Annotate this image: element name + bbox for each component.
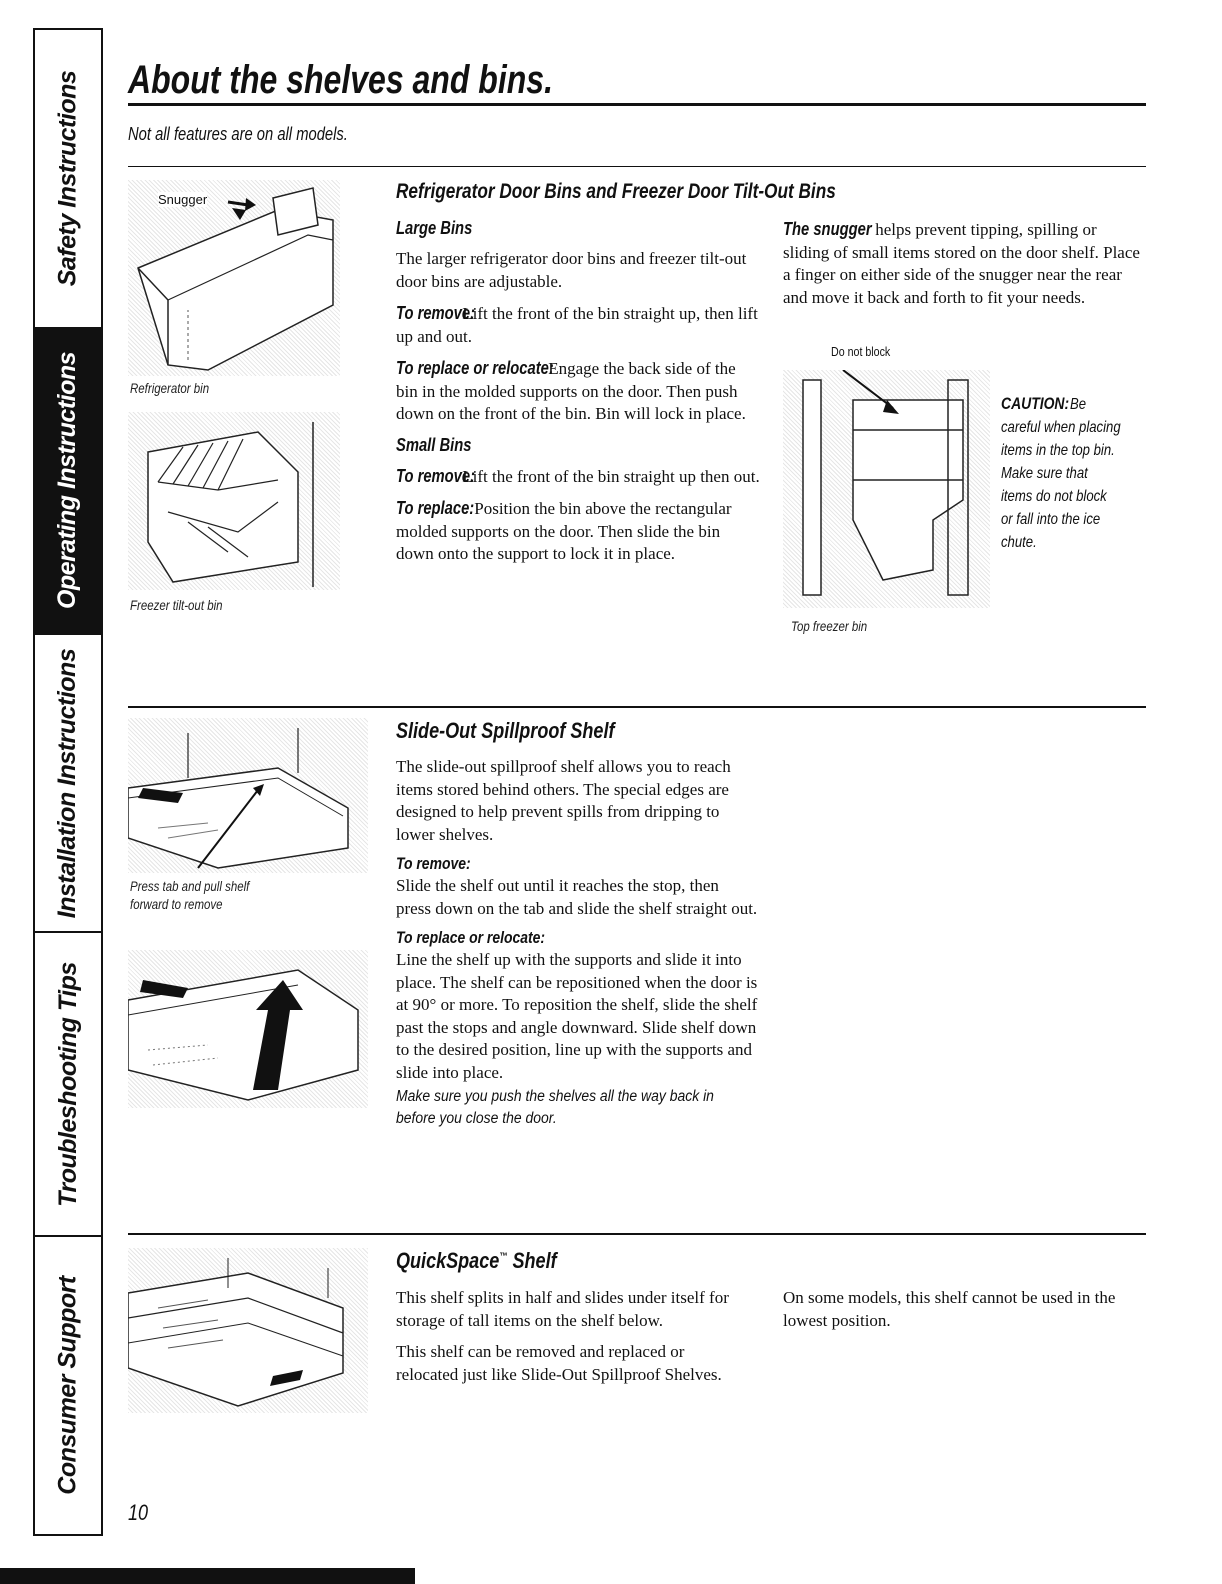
refrigerator-bin-illustration xyxy=(128,180,340,376)
freezer-tilt-out-bin-illustration xyxy=(128,412,340,590)
paragraph: Slide the shelf out until it reaches the stop, then press down on the tab and slide the shelf straight out. xyxy=(396,876,758,918)
caution-note: CAUTION:Be careful when placing items in the top bin. Make sure that items do not block or fall into the ice chute. xyxy=(1001,394,1121,551)
paragraph: To remove: Lift the front of the bin straight up, then lift up and out. xyxy=(396,303,758,346)
do-not-block-label: Do not block xyxy=(831,344,891,359)
paragraph: Line the shelf up with the supports and slide it into place. The shelf can be repositioned when the door is at 90° or more. To reposition the shelf, slide the shelf past the stops and angle downward. Slide shelf down to the desired position, line up with the supports and slide into place. xyxy=(396,950,758,1082)
shelf-remove-drawing xyxy=(128,718,368,873)
subheading: Large Bins xyxy=(396,218,473,238)
spillproof-shelf-replace-illustration xyxy=(128,950,368,1108)
title-rule xyxy=(128,103,1146,106)
tab-label: Operating Instructions xyxy=(53,351,82,609)
tab-label: Installation Instructions xyxy=(53,648,82,918)
subheading: To remove: xyxy=(396,854,471,873)
freezer-bin-chute-drawing xyxy=(783,370,990,608)
tab-operating-instructions[interactable] xyxy=(35,327,101,633)
subheading: Small Bins xyxy=(396,434,472,455)
figure-caption: Press tab and pull shelf forward to remove xyxy=(130,878,250,912)
paragraph: To replace: Position the bin above the rectangular molded supports on the door. Then slide the bin down onto the support to lock it in place. xyxy=(396,498,732,563)
freezer-bin-drawing xyxy=(128,412,340,590)
tab-label: Consumer Support xyxy=(53,1276,82,1495)
quickspace-text-column xyxy=(396,1287,746,1386)
paragraph: To remove: Lift the front of the bin straight up then out. xyxy=(396,465,760,486)
figure-caption: Refrigerator bin xyxy=(130,380,210,396)
tab-safety-instructions[interactable] xyxy=(35,30,101,327)
tab-troubleshooting-tips[interactable] xyxy=(35,933,101,1235)
section-heading: Refrigerator Door Bins and Freezer Door Tilt-Out Bins xyxy=(396,180,836,203)
tab-installation-instructions[interactable] xyxy=(35,635,101,931)
section-rule xyxy=(128,166,1146,167)
spillproof-shelf-remove-illustration xyxy=(128,718,368,873)
refrigerator-bin-drawing xyxy=(128,180,340,376)
quickspace-drawing xyxy=(128,1248,368,1413)
quickspace-shelf-illustration xyxy=(128,1248,368,1413)
section-rule xyxy=(128,1233,1146,1235)
top-freezer-bin-illustration xyxy=(783,370,990,608)
section-heading: QuickSpace™ Shelf xyxy=(396,1248,557,1273)
large-bins-column xyxy=(396,218,761,566)
tab-label: Safety Instructions xyxy=(53,70,82,287)
tab-consumer-support[interactable] xyxy=(35,1237,101,1534)
spillproof-text-column xyxy=(396,756,758,1130)
page-title: About the shelves and bins. xyxy=(128,58,553,102)
figure-caption: Freezer tilt-out bin xyxy=(130,597,223,613)
page-subtitle: Not all features are on all models. xyxy=(128,124,348,144)
note: Make sure you push the shelves all the way back in before you close the door. xyxy=(396,1088,714,1127)
sidebar-nav xyxy=(33,28,103,1536)
paragraph: The slide-out spillproof shelf allows you to reach items stored behind others. The special edges are designed to help prevent spills from dripping to lower shelves. xyxy=(396,757,731,844)
tab-label: Troubleshooting Tips xyxy=(53,961,82,1207)
subheading: To replace or relocate: xyxy=(396,928,546,947)
bottom-bar xyxy=(0,1568,415,1584)
paragraph: On some models, this shelf cannot be used in the lowest position. xyxy=(783,1288,1116,1330)
paragraph: The snugger helps prevent tipping, spilling or sliding of small items stored on the door shelf. Place a finger on either side of the snugger near the rear and move it back and forth to fit your needs. xyxy=(783,219,1140,307)
shelf-replace-drawing xyxy=(128,950,368,1108)
snugger-label: Snugger xyxy=(158,192,208,207)
section-rule xyxy=(128,706,1146,708)
paragraph: This shelf splits in half and slides under itself for storage of tall items on the shelf below. xyxy=(396,1288,729,1330)
quickspace-note-column xyxy=(783,1287,1145,1332)
paragraph: This shelf can be removed and replaced or relocated just like Slide-Out Spillproof Shelves. xyxy=(396,1342,722,1384)
figure-caption: Top freezer bin xyxy=(791,618,868,634)
page-number: 10 xyxy=(128,1500,149,1525)
snugger-column xyxy=(783,218,1145,309)
paragraph: The larger refrigerator door bins and freezer tilt-out door bins are adjustable. xyxy=(396,249,747,291)
paragraph: To replace or relocate: Engage the back side of the bin in the molded supports on the door. Then push down on the front of the bin. Bin will lock in place. xyxy=(396,358,746,423)
section-heading: Slide-Out Spillproof Shelf xyxy=(396,718,615,743)
